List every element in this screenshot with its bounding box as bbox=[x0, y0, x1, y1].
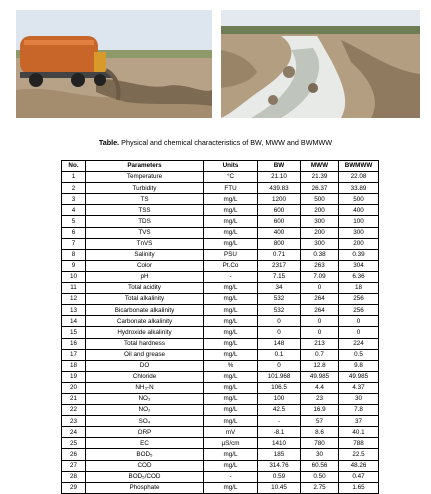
cell-bw: 106.5 bbox=[258, 382, 301, 393]
cell-unit: mg/L bbox=[204, 294, 258, 305]
cell-bw: 0.59 bbox=[258, 471, 301, 482]
cell-no: 23 bbox=[62, 416, 86, 427]
cell-mww: 60.56 bbox=[301, 460, 339, 471]
cell-mww: 2.75 bbox=[301, 482, 339, 493]
cell-unit: mg/L bbox=[204, 216, 258, 227]
cell-bwmww: 22.08 bbox=[339, 172, 379, 183]
cell-bw: 185 bbox=[258, 449, 301, 460]
cell-unit: mg/L bbox=[204, 460, 258, 471]
cell-bw: 21.10 bbox=[258, 172, 301, 183]
cell-bwmww: 100 bbox=[339, 216, 379, 227]
cell-parameter: TVS bbox=[86, 227, 204, 238]
table-row bbox=[62, 216, 379, 227]
cell-parameter: Chloride bbox=[86, 371, 204, 382]
cell-bwmww: 40.1 bbox=[339, 427, 379, 438]
cell-parameter: Total hardness bbox=[86, 338, 204, 349]
cell-mww: 300 bbox=[301, 216, 339, 227]
cell-unit: PSU bbox=[204, 249, 258, 260]
cell-no: 28 bbox=[62, 471, 86, 482]
cell-bw: - bbox=[258, 416, 301, 427]
cell-no: 24 bbox=[62, 427, 86, 438]
cell-no: 11 bbox=[62, 283, 86, 294]
cell-bwmww: 300 bbox=[339, 227, 379, 238]
cell-unit: µS/cm bbox=[204, 438, 258, 449]
cell-bw: 34 bbox=[258, 283, 301, 294]
cell-mww: 23 bbox=[301, 393, 339, 404]
cell-bw: 0 bbox=[258, 360, 301, 371]
header-mww: MWW bbox=[301, 161, 339, 172]
cell-bw: 2317 bbox=[258, 260, 301, 271]
cell-unit: mg/L bbox=[204, 194, 258, 205]
cell-no: 19 bbox=[62, 371, 86, 382]
tanker-truck-image bbox=[16, 10, 212, 118]
table-header bbox=[62, 161, 379, 172]
table-row bbox=[62, 271, 379, 282]
cell-mww: 0 bbox=[301, 316, 339, 327]
cell-bwmww: 9.8 bbox=[339, 360, 379, 371]
header-bw: BW bbox=[258, 161, 301, 172]
cell-unit: - bbox=[204, 271, 258, 282]
cell-no: 15 bbox=[62, 327, 86, 338]
cell-bwmww: 30 bbox=[339, 393, 379, 404]
cell-no: 5 bbox=[62, 216, 86, 227]
cell-parameter: Turbidity bbox=[86, 183, 204, 194]
cell-parameter: BOD₅ bbox=[86, 449, 204, 460]
cell-bw: 600 bbox=[258, 216, 301, 227]
cell-parameter: Total alkalinity bbox=[86, 294, 204, 305]
cell-bw: 148 bbox=[258, 338, 301, 349]
cell-bwmww: 304 bbox=[339, 260, 379, 271]
cell-mww: 21.39 bbox=[301, 172, 339, 183]
cell-unit: - bbox=[204, 471, 258, 482]
channel-image bbox=[221, 10, 420, 118]
cell-bw: 314.76 bbox=[258, 460, 301, 471]
cell-parameter: Phosphate bbox=[86, 482, 204, 493]
cell-bwmww: 6.36 bbox=[339, 271, 379, 282]
cell-bw: 0 bbox=[258, 327, 301, 338]
cell-parameter: ORP bbox=[86, 427, 204, 438]
cell-mww: 500 bbox=[301, 194, 339, 205]
cell-unit: mg/L bbox=[204, 305, 258, 316]
cell-mww: 57 bbox=[301, 416, 339, 427]
table-row bbox=[62, 449, 379, 460]
cell-bw: 0 bbox=[258, 316, 301, 327]
cell-parameter: COD bbox=[86, 460, 204, 471]
cell-parameter: TnVS bbox=[86, 238, 204, 249]
cell-no: 9 bbox=[62, 260, 86, 271]
cell-mww: 0.7 bbox=[301, 349, 339, 360]
table-row bbox=[62, 205, 379, 216]
cell-bwmww: 200 bbox=[339, 238, 379, 249]
cell-parameter: pH bbox=[86, 271, 204, 282]
caption-text: Physical and chemical characteristics of BW, MWW and BWMWW bbox=[121, 138, 333, 147]
table-row bbox=[62, 194, 379, 205]
cell-bwmww: 49.985 bbox=[339, 371, 379, 382]
cell-unit: mg/L bbox=[204, 371, 258, 382]
cell-mww: 7.09 bbox=[301, 271, 339, 282]
cell-parameter: Salinity bbox=[86, 249, 204, 260]
table-row bbox=[62, 405, 379, 416]
cell-unit: mg/L bbox=[204, 316, 258, 327]
cell-bw: 100 bbox=[258, 393, 301, 404]
cell-no: 21 bbox=[62, 393, 86, 404]
table-row bbox=[62, 260, 379, 271]
cell-bw: 600 bbox=[258, 205, 301, 216]
cell-no: 26 bbox=[62, 449, 86, 460]
cell-bwmww: 788 bbox=[339, 438, 379, 449]
cell-mww: 780 bbox=[301, 438, 339, 449]
header-bwmww: BWMWW bbox=[339, 161, 379, 172]
cell-bwmww: 0.39 bbox=[339, 249, 379, 260]
cell-unit: % bbox=[204, 360, 258, 371]
header-parameters: Parameters bbox=[86, 161, 204, 172]
table-row bbox=[62, 283, 379, 294]
cell-parameter: NH₃-N bbox=[86, 382, 204, 393]
cell-mww: 213 bbox=[301, 338, 339, 349]
cell-mww: 264 bbox=[301, 305, 339, 316]
cell-unit: mg/L bbox=[204, 327, 258, 338]
cell-bw: 101.968 bbox=[258, 371, 301, 382]
table-row bbox=[62, 416, 379, 427]
cell-no: 22 bbox=[62, 405, 86, 416]
cell-unit: mg/L bbox=[204, 482, 258, 493]
cell-bw: 532 bbox=[258, 305, 301, 316]
table-body bbox=[62, 172, 379, 494]
cell-no: 17 bbox=[62, 349, 86, 360]
cell-mww: 263 bbox=[301, 260, 339, 271]
cell-bwmww: 1.65 bbox=[339, 482, 379, 493]
cell-mww: 26.37 bbox=[301, 183, 339, 194]
cell-bw: 800 bbox=[258, 238, 301, 249]
cell-parameter: Oil and grease bbox=[86, 349, 204, 360]
cell-bw: 0.1 bbox=[258, 349, 301, 360]
table-caption bbox=[0, 138, 431, 147]
cell-no: 20 bbox=[62, 382, 86, 393]
cell-parameter: Total acidity bbox=[86, 283, 204, 294]
cell-mww: 4.4 bbox=[301, 382, 339, 393]
cell-unit: mg/L bbox=[204, 283, 258, 294]
cell-bwmww: 22.5 bbox=[339, 449, 379, 460]
cell-bw: 439.83 bbox=[258, 183, 301, 194]
cell-no: 25 bbox=[62, 438, 86, 449]
cell-parameter: NO₂ bbox=[86, 405, 204, 416]
cell-bwmww: 37 bbox=[339, 416, 379, 427]
cell-no: 29 bbox=[62, 482, 86, 493]
header-units: Units bbox=[204, 161, 258, 172]
cell-no: 27 bbox=[62, 460, 86, 471]
cell-mww: 49.985 bbox=[301, 371, 339, 382]
cell-bw: 1200 bbox=[258, 194, 301, 205]
cell-parameter: Color bbox=[86, 260, 204, 271]
cell-unit: mg/L bbox=[204, 382, 258, 393]
header-row bbox=[62, 161, 379, 172]
cell-bw: 10.45 bbox=[258, 482, 301, 493]
cell-no: 8 bbox=[62, 249, 86, 260]
cell-bw: 532 bbox=[258, 294, 301, 305]
cell-parameter: Bicarbonate alkalinity bbox=[86, 305, 204, 316]
cell-mww: 12.8 bbox=[301, 360, 339, 371]
caption-label: Table. bbox=[98, 138, 120, 147]
cell-mww: 200 bbox=[301, 227, 339, 238]
table-row bbox=[62, 338, 379, 349]
cell-unit: mV bbox=[204, 427, 258, 438]
cell-parameter: TDS bbox=[86, 216, 204, 227]
cell-bw: 1410 bbox=[258, 438, 301, 449]
table-row bbox=[62, 438, 379, 449]
cell-parameter: Hydroxide alkalinity bbox=[86, 327, 204, 338]
table-row bbox=[62, 238, 379, 249]
cell-unit: FTU bbox=[204, 183, 258, 194]
cell-mww: 264 bbox=[301, 294, 339, 305]
cell-parameter: SO₄ bbox=[86, 416, 204, 427]
table-row bbox=[62, 349, 379, 360]
cell-no: 1 bbox=[62, 172, 86, 183]
cell-mww: 0.38 bbox=[301, 249, 339, 260]
table-row bbox=[62, 482, 379, 493]
cell-parameter: Carbonate alkalinity bbox=[86, 316, 204, 327]
photo-tanker-discharge bbox=[16, 10, 212, 118]
cell-unit: mg/L bbox=[204, 205, 258, 216]
cell-no: 14 bbox=[62, 316, 86, 327]
cell-parameter: TSS bbox=[86, 205, 204, 216]
cell-no: 4 bbox=[62, 205, 86, 216]
table-row bbox=[62, 460, 379, 471]
cell-bwmww: 0.5 bbox=[339, 349, 379, 360]
cell-bwmww: 500 bbox=[339, 194, 379, 205]
table-row bbox=[62, 316, 379, 327]
cell-unit: mg/L bbox=[204, 416, 258, 427]
cell-bw: 42.5 bbox=[258, 405, 301, 416]
cell-bw: 7.15 bbox=[258, 271, 301, 282]
cell-bwmww: 48.26 bbox=[339, 460, 379, 471]
cell-bwmww: 18 bbox=[339, 283, 379, 294]
cell-parameter: TS bbox=[86, 194, 204, 205]
table-row bbox=[62, 371, 379, 382]
cell-bwmww: 256 bbox=[339, 294, 379, 305]
cell-unit: mg/L bbox=[204, 405, 258, 416]
characteristics-table bbox=[61, 160, 379, 494]
cell-no: 12 bbox=[62, 294, 86, 305]
cell-parameter: EC bbox=[86, 438, 204, 449]
cell-bwmww: 0 bbox=[339, 316, 379, 327]
cell-bwmww: 0.47 bbox=[339, 471, 379, 482]
cell-unit: mg/L bbox=[204, 227, 258, 238]
cell-bw: -8.1 bbox=[258, 427, 301, 438]
table-row bbox=[62, 305, 379, 316]
cell-mww: 0 bbox=[301, 327, 339, 338]
cell-bwmww: 0 bbox=[339, 327, 379, 338]
cell-unit: mg/L bbox=[204, 349, 258, 360]
cell-no: 13 bbox=[62, 305, 86, 316]
cell-unit: mg/L bbox=[204, 449, 258, 460]
characteristics-table-wrap bbox=[61, 160, 378, 494]
cell-bwmww: 4.37 bbox=[339, 382, 379, 393]
photo-wastewater-channel bbox=[221, 10, 420, 118]
cell-parameter: NO₃ bbox=[86, 393, 204, 404]
cell-bwmww: 224 bbox=[339, 338, 379, 349]
cell-no: 10 bbox=[62, 271, 86, 282]
cell-unit: mg/L bbox=[204, 238, 258, 249]
cell-unit: Pt.Co bbox=[204, 260, 258, 271]
header-no: No. bbox=[62, 161, 86, 172]
table-row bbox=[62, 172, 379, 183]
cell-bwmww: 33.89 bbox=[339, 183, 379, 194]
cell-bw: 0.71 bbox=[258, 249, 301, 260]
cell-unit: °C bbox=[204, 172, 258, 183]
cell-bwmww: 7.8 bbox=[339, 405, 379, 416]
cell-mww: 0 bbox=[301, 283, 339, 294]
cell-no: 16 bbox=[62, 338, 86, 349]
cell-mww: 30 bbox=[301, 449, 339, 460]
cell-no: 2 bbox=[62, 183, 86, 194]
cell-bwmww: 400 bbox=[339, 205, 379, 216]
cell-unit: mg/L bbox=[204, 393, 258, 404]
table-row bbox=[62, 327, 379, 338]
cell-no: 6 bbox=[62, 227, 86, 238]
table-row bbox=[62, 360, 379, 371]
cell-bw: 400 bbox=[258, 227, 301, 238]
table-row bbox=[62, 382, 379, 393]
cell-mww: 0.50 bbox=[301, 471, 339, 482]
cell-unit: mg/L bbox=[204, 338, 258, 349]
cell-mww: 200 bbox=[301, 205, 339, 216]
cell-mww: 16.9 bbox=[301, 405, 339, 416]
table-row bbox=[62, 249, 379, 260]
table-row bbox=[62, 183, 379, 194]
cell-parameter: BOD₅/COD bbox=[86, 471, 204, 482]
cell-no: 18 bbox=[62, 360, 86, 371]
cell-mww: 8.6 bbox=[301, 427, 339, 438]
cell-mww: 300 bbox=[301, 238, 339, 249]
table-row bbox=[62, 227, 379, 238]
table-row bbox=[62, 294, 379, 305]
table-row bbox=[62, 471, 379, 482]
cell-parameter: Temperature bbox=[86, 172, 204, 183]
cell-bwmww: 256 bbox=[339, 305, 379, 316]
table-row bbox=[62, 427, 379, 438]
cell-no: 7 bbox=[62, 238, 86, 249]
cell-no: 3 bbox=[62, 194, 86, 205]
cell-parameter: DO bbox=[86, 360, 204, 371]
table-row bbox=[62, 393, 379, 404]
